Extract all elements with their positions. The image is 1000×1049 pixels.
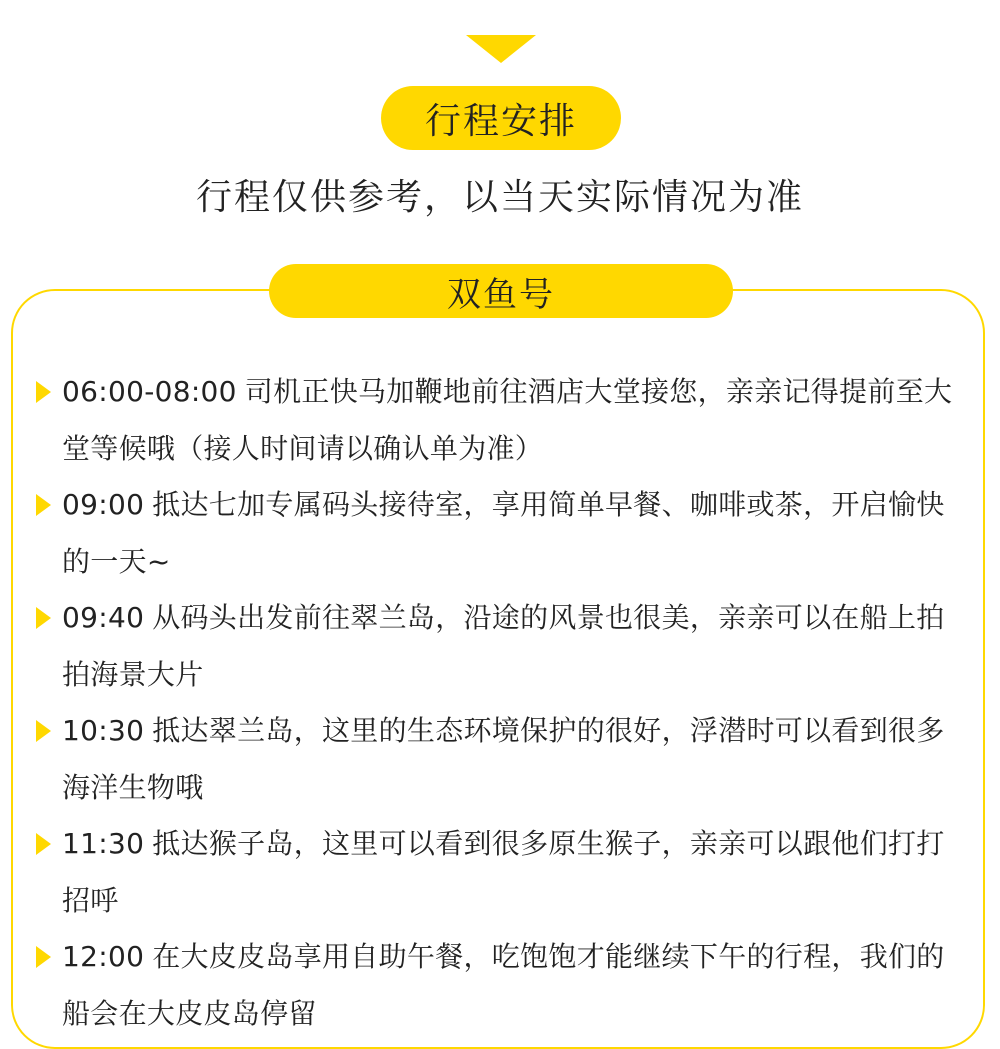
item-time: 09:00 — [62, 488, 145, 521]
item-time: 09:40 — [62, 601, 145, 634]
section-title: 行程安排 — [381, 86, 621, 150]
item-time: 12:00 — [62, 940, 145, 973]
itinerary-list — [33, 364, 968, 1042]
itinerary-item — [33, 364, 968, 477]
item-text: 抵达猴子岛，这里可以看到很多原生猴子，亲亲可以跟他们打打招呼 — [62, 827, 945, 917]
itinerary-note: 行程仅供参考，以当天实际情况为准 — [195, 177, 804, 218]
itinerary-item — [33, 590, 968, 703]
triangle-right-icon — [36, 946, 51, 968]
item-text: 司机正快马加鞭地前往酒店大堂接您，亲亲记得提前至大堂等候哦（接人时间请以确认单为准） — [62, 375, 953, 465]
item-text: 从码头出发前往翠兰岛，沿途的风景也很美，亲亲可以在船上拍拍海景大片 — [62, 601, 945, 691]
item-text: 抵达翠兰岛，这里的生态环境保护的很好，浮潜时可以看到很多海洋生物哦 — [62, 714, 945, 804]
itinerary-item — [33, 703, 968, 816]
itinerary-item — [33, 477, 968, 590]
triangle-right-icon — [36, 720, 51, 742]
triangle-right-icon — [36, 607, 51, 629]
item-text: 抵达七加专属码头接待室，享用简单早餐、咖啡或茶，开启愉快的一天~ — [62, 488, 945, 578]
triangle-down-icon — [466, 35, 536, 63]
triangle-right-icon — [36, 494, 51, 516]
itinerary-item — [33, 816, 968, 929]
triangle-right-icon — [36, 381, 51, 403]
item-time: 06:00-08:00 — [62, 375, 237, 408]
item-text: 在大皮皮岛享用自助午餐，吃饱饱才能继续下午的行程，我们的船会在大皮皮岛停留 — [62, 940, 945, 1030]
itinerary-item — [33, 929, 968, 1042]
item-time: 11:30 — [62, 827, 145, 860]
item-time: 10:30 — [62, 714, 145, 747]
card-title: 双鱼号 — [269, 264, 733, 318]
triangle-right-icon — [36, 833, 51, 855]
